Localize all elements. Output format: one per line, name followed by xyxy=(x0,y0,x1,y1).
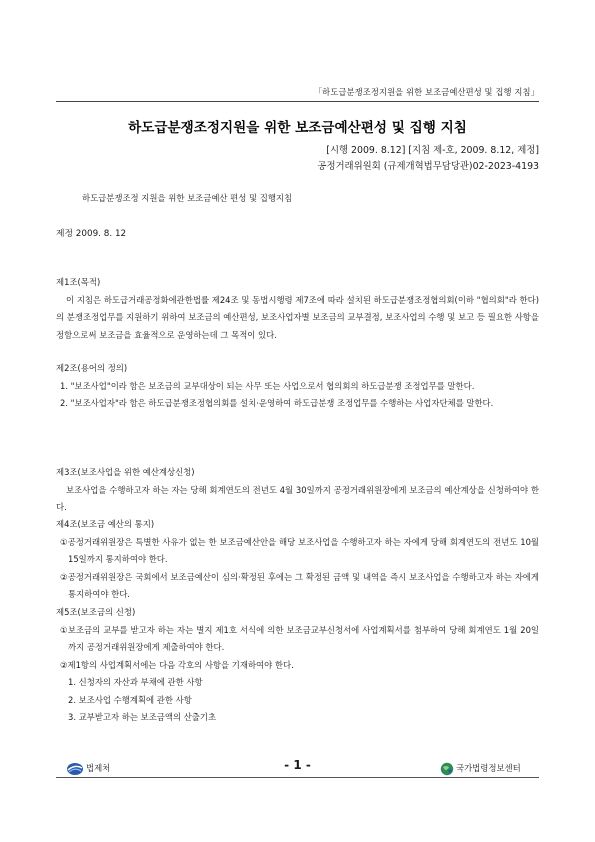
footer-divider xyxy=(56,777,539,778)
article-item: ①공정거래위원장은 특별한 사유가 없는 한 보조금예산안을 해당 보조사업을 수행하고자 하는 자에게 당해 회계연도의 전년도 10월 15일까지 통지하여야 한다. xyxy=(60,536,539,564)
document-subtitle: 하도급분쟁조정 지원을 위한 보조금예산 편성 및 집행지침 xyxy=(82,193,293,203)
article-subitem: 1. 신청자의 자산과 부채에 관한 사항 xyxy=(68,677,203,687)
article-heading: 제4조(보조금 예산의 통지) xyxy=(56,519,155,529)
article-body: 보조사업을 수행하고자 하는 자는 당해 회계연도의 전년도 4월 30일까지 공정거래위원장에게 보조금의 예산계상을 신청하여야 한다. xyxy=(56,484,539,512)
enforcement-info: [시행 2009. 8.12] [지침 제-호, 2009. 8.12, 제정] xyxy=(326,145,539,156)
footer-right-label: 국가법령정보센터 xyxy=(456,763,521,773)
article-item: 1. "보조사업"이라 함은 보조금의 교부대상이 되는 사무 또는 사업으로서 협의회의 하도급분쟁 조정업무를 말한다. xyxy=(60,380,475,391)
article-1 xyxy=(56,274,539,344)
article-heading: 제5조(보조금의 신청) xyxy=(56,607,136,617)
page-number: - 1 - xyxy=(284,758,311,772)
article-subitem: 2. 보조사업 수행계획에 관한 사항 xyxy=(68,694,192,705)
article-item: ②공정거래위원장은 국회에서 보조금예산이 심의·확정된 후에는 그 확정된 금액 및 내역을 즉시 보조사업을 수행하고자 하는 자에게 통지하여야 한다. xyxy=(60,571,539,599)
running-header: 「하도급분쟁조정지원을 위한 보조금예산편성 및 집행 지침」 xyxy=(313,87,539,97)
article-2 xyxy=(56,360,539,413)
article-3 xyxy=(56,464,539,517)
article-item: ②제1항의 사업계획서에는 다음 각호의 사항을 기재하여야 한다. xyxy=(60,659,294,670)
article-subitem: 3. 교부받고자 하는 보조금액의 산출기초 xyxy=(68,712,217,722)
article-item: ①보조금의 교부를 받고자 하는 자는 별지 제1호 서식에 의한 보조금교부신청서에 사업계획서를 첨부하여 당해 회계연도 1월 20일까지 공정거래위원장에게 제출하여야 한다. xyxy=(60,624,539,652)
header-divider xyxy=(56,101,539,102)
article-5 xyxy=(56,604,539,727)
article-body: 이 지침은 하도급거래공정화에관한법률 제24조 및 동법시행령 제7조에 따라 설치된 하도급분쟁조정협의회(이하 "협의회"라 한다)의 분쟁조정업무를 지원하기 위하여 보조금의 예산편성, 보조사업자별 보조금의 교부결정, 보조사업의 수행 및 보고 등 필요한 사항을 정함으로써 보조금을 효율적으로 운영하는데 그 목적이 있다. xyxy=(56,294,539,340)
footer-left-label: 법제처 xyxy=(86,763,111,773)
agency-info: 공정거래위원회 (규제개혁법무담당관)02-2023-4193 xyxy=(317,161,539,172)
article-item: 2. "보조사업자"라 함은 하도급분쟁조정협의회를 설치·운영하여 하도급분쟁 조정업무를 수행하는 사업자단체를 말한다. xyxy=(60,398,494,408)
article-heading: 제2조(용어의 정의) xyxy=(56,363,128,373)
article-heading: 제3조(보조사업을 위한 예산계상신청) xyxy=(56,467,195,477)
article-4 xyxy=(56,516,539,604)
document-title: 하도급분쟁조정지원을 위한 보조금예산편성 및 집행 지침 xyxy=(128,120,467,136)
article-heading: 제1조(목적) xyxy=(56,277,101,287)
enactment-date: 제정 2009. 8. 12 xyxy=(56,229,127,239)
